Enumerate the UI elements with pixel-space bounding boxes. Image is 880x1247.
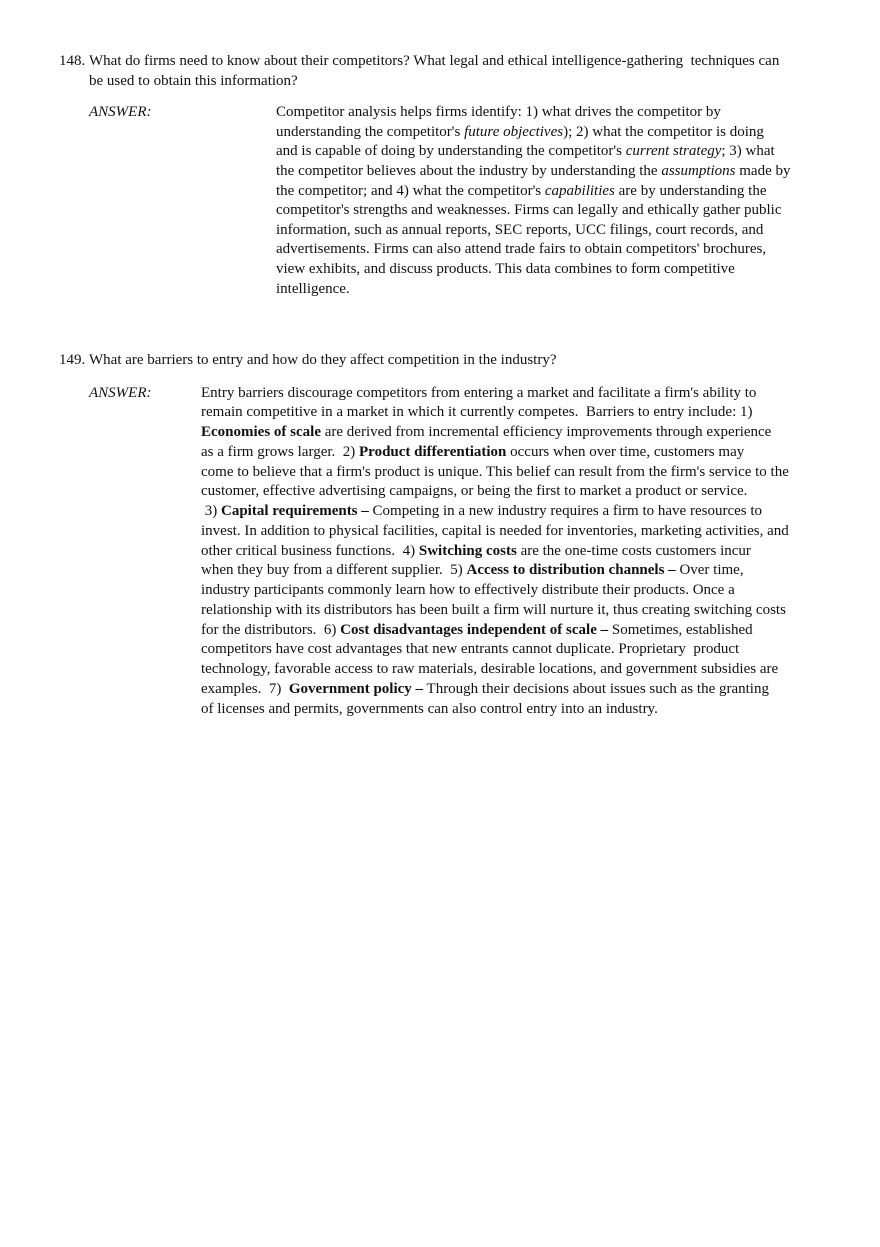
answer-line xyxy=(276,260,791,280)
bold-term: Switching costs xyxy=(418,542,517,559)
answer-text-segment: information, such as annual reports, SEC reports, UCC filings, court records, and xyxy=(276,221,764,238)
bold-term: Capital requirements – xyxy=(221,503,369,520)
answer-text-segment: the competitor; and 4) what the competitor's xyxy=(276,182,545,199)
answer-text-segment: as a firm grows larger. 2) xyxy=(201,443,360,460)
answer-text-segment: are the one-time costs customers incur xyxy=(516,542,751,559)
answer-text-segment: and is capable of doing by understanding the competitor's xyxy=(276,143,626,160)
answer-line xyxy=(276,201,791,221)
answer-line xyxy=(276,123,791,143)
answer-text-segment: ); 2) what the competitor is doing xyxy=(563,123,764,140)
answer-text-segment: understanding the competitor's xyxy=(276,123,465,140)
question-row xyxy=(59,52,859,91)
answer-line xyxy=(201,621,789,641)
bold-term: Economies of scale xyxy=(201,424,321,441)
answer-text-segment: remain competitive in a market in which it currently competes. Barriers to entry include: 1) xyxy=(201,404,753,421)
question-text xyxy=(89,52,859,91)
answer-line xyxy=(201,601,789,621)
answer-line xyxy=(276,103,791,123)
answer-label: ANSWER: xyxy=(89,104,152,121)
answer-text-segment: technology, favorable access to raw materials, desirable locations, and government subsidies are xyxy=(201,661,779,678)
answer-line xyxy=(201,561,789,581)
answer-line xyxy=(276,142,791,162)
answer-line xyxy=(201,463,789,483)
answer-text-segment: of licenses and permits, governments can also control entry into an industry. xyxy=(201,700,658,717)
answer-line xyxy=(276,182,791,202)
answer-line xyxy=(201,522,789,542)
answer-text-segment: made by xyxy=(735,162,791,179)
bold-term: Access to distribution channels – xyxy=(466,562,676,579)
answer-text-segment: intelligence. xyxy=(276,280,350,297)
answer-text-segment: view exhibits, and discuss products. This data combines to form competitive xyxy=(276,260,735,277)
question-line: be used to obtain this information? xyxy=(89,72,298,89)
question-number: 148. xyxy=(59,53,86,69)
answer-line xyxy=(276,221,791,241)
answer-text-segment: 3) xyxy=(201,503,221,520)
italic-term: capabilities xyxy=(544,182,615,199)
answer-line xyxy=(276,280,791,300)
bold-term: Government policy – xyxy=(288,680,424,697)
question-line: What are barriers to entry and how do they affect competition in the industry? xyxy=(89,352,557,368)
answer-text-segment: invest. In addition to physical facilities, capital is needed for inventories, marketing activities, and xyxy=(201,522,789,539)
answer-text xyxy=(276,103,791,299)
answer-text-segment: come to believe that a firm's product is unique. This belief can result from the firm's service to the xyxy=(201,463,789,480)
italic-term: assumptions xyxy=(661,162,736,179)
answer-text-segment: for the distributors. 6) xyxy=(201,621,341,638)
answer-line xyxy=(276,162,791,182)
bold-term: Cost disadvantages independent of scale – xyxy=(340,621,609,638)
answer-line xyxy=(201,443,789,463)
answer-text-segment: Competing in a new industry requires a firm to have resources to xyxy=(368,503,763,520)
answer-text-segment: industry participants commonly learn how to effectively distribute their products. Once a xyxy=(201,582,735,599)
answer-label: ANSWER: xyxy=(89,384,152,401)
answer-row xyxy=(59,103,859,299)
answer-line xyxy=(201,502,789,522)
answer-text-segment: are by understanding the xyxy=(614,182,767,199)
answer-text-segment: Through their decisions about issues such as the granting xyxy=(423,680,769,697)
answer-text-segment: Entry barriers discourage competitors from entering a market and facilitate a firm's ability to xyxy=(201,384,757,401)
answer-line xyxy=(201,403,789,423)
question-line: What do firms need to know about their competitors? What legal and ethical intelligence-gathering techniques can xyxy=(89,53,780,69)
question-number: 149. xyxy=(59,352,86,368)
answer-line xyxy=(201,640,789,660)
question-row xyxy=(59,351,859,371)
answer-line xyxy=(201,423,789,443)
bold-term: Product differentiation xyxy=(359,443,507,460)
answer-row xyxy=(59,384,859,720)
answer-text-segment: ; 3) what xyxy=(721,143,775,160)
answer-text-segment: Competitor analysis helps firms identify: 1) what drives the competitor by xyxy=(276,104,721,121)
question-text xyxy=(89,351,859,371)
answer-line xyxy=(201,680,789,700)
answer-line xyxy=(201,700,789,720)
answer-text-segment: the competitor believes about the industry by understanding the xyxy=(276,162,662,179)
answer-text xyxy=(201,384,789,720)
answer-text-segment: Sometimes, established xyxy=(608,621,753,638)
answer-line xyxy=(201,542,789,562)
question-149 xyxy=(59,351,859,719)
answer-text-segment: examples. 7) xyxy=(201,680,289,697)
answer-text-segment: customer, effective advertising campaigns, or being the first to market a product or service. xyxy=(201,483,748,500)
answer-line xyxy=(201,482,789,502)
answer-line xyxy=(201,384,789,404)
answer-text-segment: other critical business functions. 4) xyxy=(201,542,419,559)
answer-text-segment: advertisements. Firms can also attend trade fairs to obtain competitors' brochures, xyxy=(276,241,767,258)
answer-line xyxy=(201,660,789,680)
answer-line xyxy=(276,240,791,260)
answer-text-segment: Over time, xyxy=(675,562,744,579)
answer-line xyxy=(201,581,789,601)
question-148 xyxy=(59,52,859,299)
italic-term: future objectives xyxy=(464,123,564,140)
answer-text-segment: are derived from incremental efficiency improvements through experience xyxy=(320,424,772,441)
answer-text-segment: occurs when over time, customers may xyxy=(506,443,745,460)
answer-text-segment: competitor's strengths and weaknesses. Firms can legally and ethically gather public xyxy=(276,202,782,219)
answer-text-segment: relationship with its distributors has been built a firm will nurture it, thus creating switching costs xyxy=(201,601,786,618)
answer-text-segment: when they buy from a different supplier. 5) xyxy=(201,562,467,579)
italic-term: current strategy xyxy=(625,143,722,160)
answer-text-segment: competitors have cost advantages that new entrants cannot duplicate. Proprietary product xyxy=(201,641,740,658)
